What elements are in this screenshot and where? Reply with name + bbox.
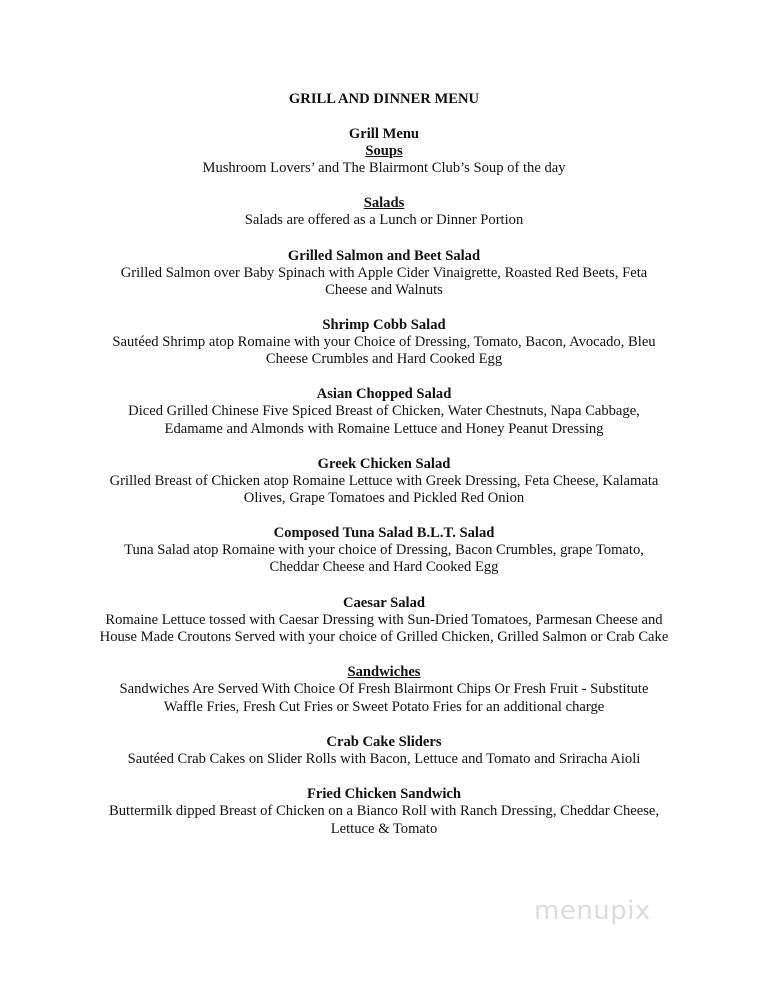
item-description-line: Olives, Grape Tomatoes and Pickled Red Onion <box>243 490 525 506</box>
item-name-shrimp-cobb-salad: Shrimp Cobb Salad <box>322 317 446 333</box>
item-description-line: Tuna Salad atop Romaine with your choice of Dressing, Bacon Crumbles, grape Tomato, <box>124 542 644 558</box>
item-description-line: Sautéed Shrimp atop Romaine with your Choice of Dressing, Tomato, Bacon, Avocado, Bleu <box>112 334 656 350</box>
item-name-fried-chicken-sandwich: Fried Chicken Sandwich <box>306 786 462 802</box>
item-name-grilled-salmon-beet-salad: Grilled Salmon and Beet Salad <box>287 248 481 264</box>
soups-heading: Soups <box>365 143 403 159</box>
item-name-caesar-salad: Caesar Salad <box>342 595 426 611</box>
grill-menu-heading: Grill Menu <box>348 126 420 142</box>
item-description-line: Edamame and Almonds with Romaine Lettuce and Honey Peanut Dressing <box>164 421 604 437</box>
item-description-line: Grilled Salmon over Baby Spinach with Apple Cider Vinaigrette, Roasted Red Beets, Feta <box>120 265 648 281</box>
sandwiches-heading: Sandwiches <box>347 664 421 680</box>
item-description-line: Grilled Breast of Chicken atop Romaine Lettuce with Greek Dressing, Feta Cheese, Kalamata <box>109 473 659 489</box>
item-description-line: Cheese Crumbles and Hard Cooked Egg <box>265 351 503 367</box>
sandwiches-description-line: Waffle Fries, Fresh Cut Fries or Sweet Potato Fries for an additional charge <box>163 699 605 715</box>
item-description-line: Lettuce & Tomato <box>330 821 438 837</box>
item-description-line: Buttermilk dipped Breast of Chicken on a Bianco Roll with Ranch Dressing, Cheddar Cheese, <box>109 803 659 819</box>
salads-description: Salads are offered as a Lunch or Dinner Portion <box>244 212 524 228</box>
item-description-line: House Made Croutons Served with your choice of Grilled Chicken, Grilled Salmon or Crab Cake <box>99 629 669 645</box>
menupix-watermark: menupix <box>534 896 651 926</box>
item-description-line: Sautéed Crab Cakes on Slider Rolls with Bacon, Lettuce and Tomato and Sriracha Aioli <box>127 751 641 767</box>
menu-title: GRILL AND DINNER MENU <box>288 91 480 107</box>
item-description-line: Diced Grilled Chinese Five Spiced Breast of Chicken, Water Chestnuts, Napa Cabbage, <box>128 403 640 419</box>
item-name-asian-chopped-salad: Asian Chopped Salad <box>316 386 452 402</box>
item-name-greek-chicken-salad: Greek Chicken Salad <box>317 456 451 472</box>
item-name-composed-tuna-salad: Composed Tuna Salad B.L.T. Salad <box>273 525 495 541</box>
item-description-line: Romaine Lettuce tossed with Caesar Dressing with Sun-Dried Tomatoes, Parmesan Cheese and <box>105 612 663 628</box>
sandwiches-description-line: Sandwiches Are Served With Choice Of Fresh Blairmont Chips Or Fresh Fruit - Substitute <box>119 681 649 697</box>
item-description-line: Cheddar Cheese and Hard Cooked Egg <box>269 559 499 575</box>
item-name-crab-cake-sliders: Crab Cake Sliders <box>326 734 442 750</box>
item-description-line: Cheese and Walnuts <box>325 282 443 298</box>
salads-heading: Salads <box>363 195 405 211</box>
soups-description: Mushroom Lovers’ and The Blairmont Club’s Soup of the day <box>202 160 566 176</box>
